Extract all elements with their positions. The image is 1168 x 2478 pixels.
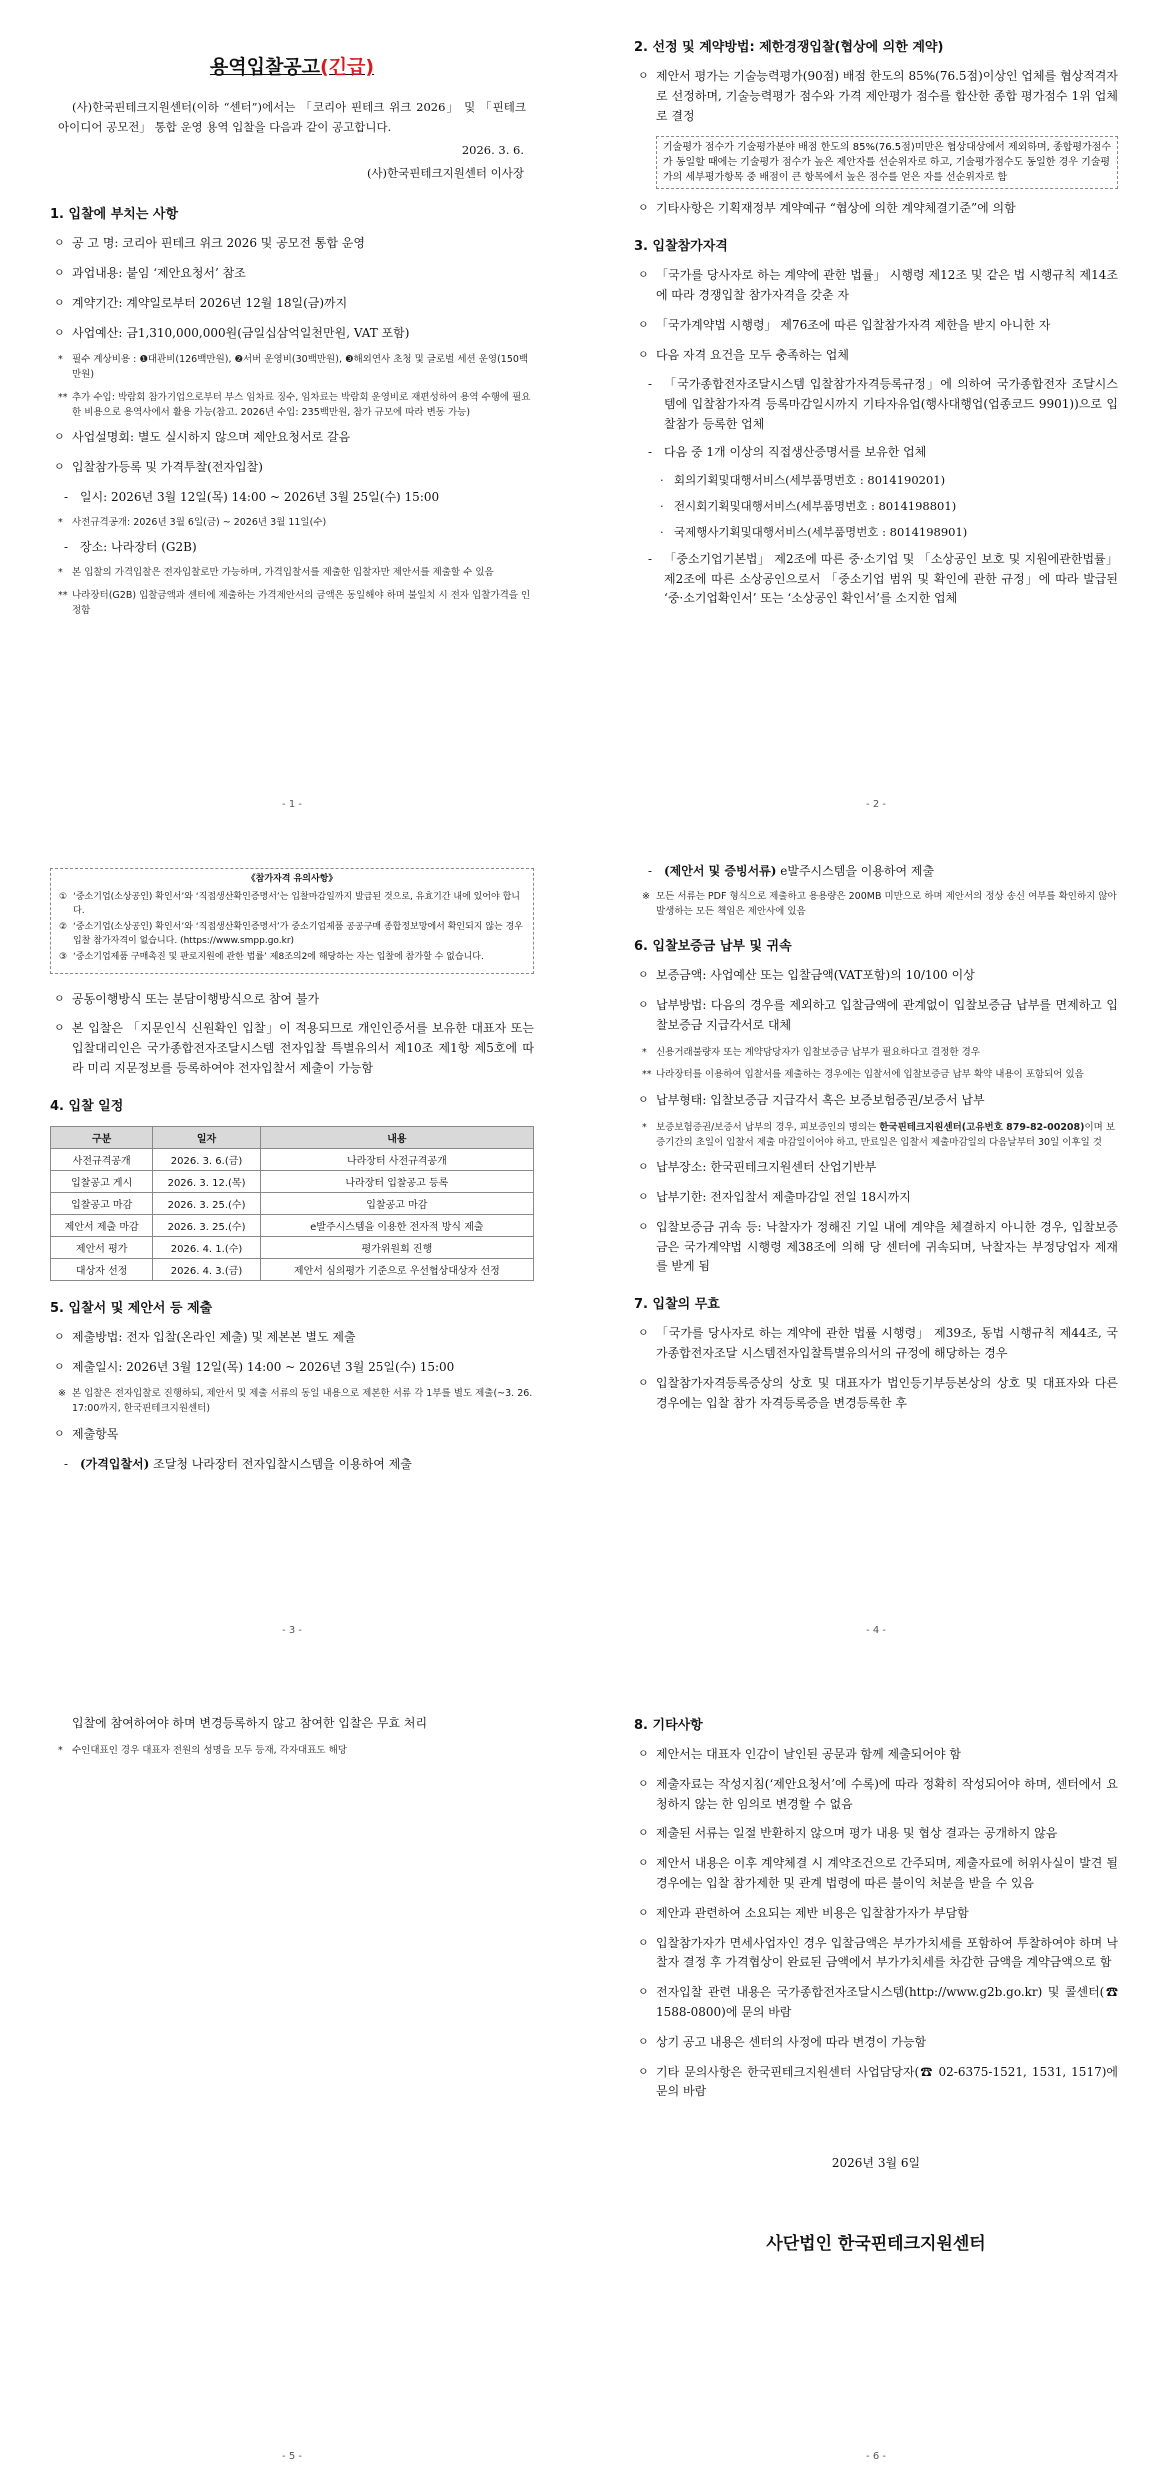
section-4-heading: 4. 입찰 일정 bbox=[50, 1098, 124, 1114]
list-item: ㅇ 보증금액: 사업예산 또는 입찰금액(VAT포함)의 10/100 이상 bbox=[638, 968, 975, 983]
list-item: ㅇ 「국가계약법 시행령」 제76조에 따른 입찰참가자격 제한을 받지 아니한 자 bbox=[638, 317, 1051, 332]
page-number: - 6 - bbox=[866, 2451, 886, 2462]
list-item: ㅇ 계약기간: 계약일로부터 2026년 12월 18일(금)까지 bbox=[54, 295, 348, 310]
intro-text: (사)한국핀테크지원센터(이하 “센터”)에서는 「코리아 핀테크 위크 2026」 및 「핀테크 아이디어 공모전」 통합 운영 용역 입찰을 다음과 같이 공고합니다. bbox=[58, 100, 526, 135]
note: * 수인대표인 경우 대표자 전원의 성명을 모두 등재, 각자대표도 해당 bbox=[58, 1744, 347, 1756]
eligibility-caution-box bbox=[50, 868, 534, 974]
list-item: ㅇ 사업설명회: 별도 실시하지 않으며 제안요청서로 갈음 bbox=[54, 430, 351, 445]
section-3-heading: 3. 입찰참가자격 bbox=[634, 239, 728, 255]
note: * 보증보험증권/보증서 납부의 경우, 피보증인의 명의는 한국핀테크지원센터(고유번호 879-82-00208)이며 보증기간의 초일이 입찰서 제출 마감일이어야 하고, 만료일은 입찰서 제출마감일의 다음날부터 30일 이후일 것 bbox=[642, 1121, 1116, 1148]
sub-item: - 일시: 2026년 3월 12일(목) 14:00 ~ 2026년 3월 25일(수) 15:00 bbox=[64, 489, 440, 504]
list-item: ㅇ 본 입찰은 「지문인식 신원확인 입찰」이 적용되므로 개인인증서를 보유한 대표자 또는 입찰대리인은 국가종합전자조달시스템 전자입찰 특별유의서 제10조 제1항 제5호에 따라 미리 지문정보를 등록하여야 전자입찰서 제출이 가능함 bbox=[54, 1021, 534, 1076]
list-item: ㅇ 납부형태: 입찰보증금 지급각서 혹은 보증보험증권/보증서 납부 bbox=[638, 1093, 985, 1108]
list-item: ㅇ 상기 공고 내용은 센터의 사정에 따라 변경이 가능함 bbox=[638, 2034, 927, 2049]
list-item: ㅇ 제안서 내용은 이후 계약체결 시 계약조건으로 간주되며, 제출자료에 허위사실이 발견 될 경우에는 입찰 참가제한 및 관계 법령에 따른 불이익 처분을 받을 수 있음 bbox=[638, 1856, 1118, 1890]
list-item: ㅇ 제출된 서류는 일절 반환하지 않으며 평가 내용 및 협상 결과는 공개하지 않음 bbox=[638, 1826, 1058, 1841]
list-item: ㅇ 기타사항은 기획재정부 계약예규 “협상에 의한 계약체결기준”에 의함 bbox=[638, 201, 1016, 216]
list-item-continued: 입찰에 참여하여야 하며 변경등록하지 않고 참여한 입찰은 무효 처리 bbox=[72, 1716, 428, 1730]
sub-item: - 다음 중 1개 이상의 직접생산증명서를 보유한 업체 bbox=[648, 444, 927, 459]
list-item: ㅇ 제출항목 bbox=[54, 1426, 119, 1441]
note: ※ 모든 서류는 PDF 형식으로 제출하고 용용량은 200MB 미만으로 하며 제안서의 정상 송신 여부를 확인하지 않아 발생하는 모든 책임은 제안사에 있음 bbox=[642, 890, 1117, 917]
table-row: 입찰공고 게시 2026. 3. 12.(목) 나라장터 입찰공고 등록 bbox=[51, 1170, 534, 1192]
page-title: 용역입찰공고(긴급) bbox=[209, 56, 375, 78]
section-6-heading: 6. 입찰보증금 납부 및 귀속 bbox=[634, 939, 792, 955]
section-1-heading: 1. 입찰에 부치는 사항 bbox=[50, 207, 179, 223]
list-item: ㅇ 제안과 관련하여 소요되는 제반 비용은 입찰참가자가 부담함 bbox=[638, 1905, 969, 1920]
list-item: ㅇ 제안서 평가는 기술능력평가(90점) 배점 한도의 85%(76.5점)이상인 업체를 협상적격자로 선정하며, 기술능력평가 점수와 가격 제안평가 점수를 합산한 종합 평가점수 1위 업체로 결정 bbox=[638, 69, 1118, 123]
table-row: 제안서 평가 2026. 4. 1.(수) 평가위원회 진행 bbox=[51, 1236, 534, 1258]
note: ** 나라장터를 이용하여 입찰서를 제출하는 경우에는 입찰서에 입찰보증금 납부 확약 내용이 포함되어 있음 bbox=[642, 1069, 1084, 1081]
list-item: ㅇ 입찰보증금 귀속 등: 낙찰자가 정해진 기일 내에 계약을 체결하지 아니한 경우, 입찰보증금은 국가계약법 시행령 제38조에 의해 당 센터에 귀속되며, 낙찰자는 부정당업자 제재를 받게 됨 bbox=[638, 1219, 1118, 1274]
note: ※ 본 입찰은 전자입찰로 진행하되, 제안서 및 제출 서류의 동일 내용으로 제본한 서류 각 1부를 별도 제출(~3. 26. 17:00까지, 한국핀테크지원센터) bbox=[58, 1388, 533, 1415]
table-row: 입찰공고 마감 2026. 3. 25.(수) 입찰공고 마감 bbox=[51, 1192, 534, 1214]
list-item: ㅇ 납부방법: 다음의 경우를 제외하고 입찰금액에 관계없이 입찰보증금 납부를 면제하고 입찰보증금 지급각서로 대체 bbox=[638, 998, 1118, 1032]
note: * 사전규격공개: 2026년 3월 6일(금) ~ 2026년 3월 11일(수) bbox=[58, 516, 327, 528]
section-8-heading: 8. 기타사항 bbox=[634, 1718, 703, 1733]
list-item: ㅇ 전자입찰 관련 내용은 국가종합전자조달시스템(http://www.g2b.go.kr) 및 콜센터(☎ 1588-0800)에 문의 바람 bbox=[638, 1985, 1118, 2019]
page-number: - 2 - bbox=[866, 799, 886, 810]
caution-item: ② ‘중소기업(소상공인) 확인서’와 ‘직접생산확인증명서’가 중소기업제품 공공구매 종합정보망에서 확인되지 않는 경우 입찰 참가자격이 없습니다. (https://www.smpp.go.kr) bbox=[59, 921, 523, 946]
page-6 bbox=[584, 1652, 1168, 2478]
announcement-date: 2026. 3. 6. bbox=[461, 143, 524, 158]
list-item: ㅇ 납부장소: 한국핀테크지원센터 산업기반부 bbox=[638, 1160, 877, 1175]
note: * 필수 계상비용 : ❶대관비(126백만원), ❷서버 운영비(30백만원), ❸해외연사 초청 및 글로벌 세션 운영(150백만원) bbox=[58, 354, 529, 381]
list-item: ㅇ 공 고 명: 코리아 핀테크 위크 2026 및 공모전 통합 운영 bbox=[54, 236, 365, 251]
section-2-heading: 2. 선정 및 계약방법: 제한경쟁입찰(협상에 의한 계약) bbox=[634, 40, 944, 55]
note: ** 나라장터(G2B) 입찰금액과 센터에 제출하는 가격제안서의 금액은 동일해야 하며 불일치 시 전자 입찰가격을 인정함 bbox=[58, 589, 531, 616]
sub-item: - 「중소기업기본법」 제2조에 따른 중·소기업 및 「소상공인 보호 및 지원에관한법률」 제2조에 따른 소상공인으로서 「중소기업 범위 및 확인에 관한 규정」에 따라 발급된 ‘중·소기업확인서’ 또는 ‘소상공인 확인서’를 소지한 업체 bbox=[648, 551, 1118, 606]
list-item: ㅇ 공동이행방식 또는 분담이행방식으로 참여 불가 bbox=[54, 991, 320, 1006]
caution-title: 《참가자격 유의사항》 bbox=[246, 874, 338, 884]
page-number: - 4 - bbox=[866, 1625, 886, 1636]
note: ** 추가 수입: 박람회 참가기업으로부터 부스 임차료 징수, 임차료는 박람회 운영비로 재편성하여 용역 수행에 필요한 비용으로 용역사에서 활용 가능(참고. 2026년 수입: 235백만원, 참가 규모에 따라 변동 가능) bbox=[58, 391, 531, 418]
sub-item: - (가격입찰서) 조달청 나라장터 전자입찰시스템을 이용하여 제출 bbox=[64, 1456, 412, 1471]
caution-item: ① ‘중소기업(소상공인) 확인서’와 ‘직접생산확인증명서’는 입찰마감일까지 발급된 것으로, 유효기간 내에 있어야 합니다. bbox=[59, 891, 521, 916]
urgent-label: (긴급) bbox=[320, 56, 375, 78]
announcement-org: (사)한국핀테크지원센터 이사장 bbox=[366, 166, 524, 181]
list-item: ㅇ 「국가를 당사자로 하는 계약에 관한 법률 시행령」 제39조, 동법 시행규칙 제44조, 국가종합전자조달 시스템전자입찰특별유의서의 규정에 해당하는 경우 bbox=[638, 1326, 1118, 1361]
table-row: 제안서 제출 마감 2026. 3. 25.(수) e발주시스템을 이용한 전자적 방식 제출 bbox=[51, 1214, 534, 1236]
list-item: ㅇ 제안서는 대표자 인감이 날인된 공문과 함께 제출되어야 함 bbox=[638, 1747, 961, 1761]
list-item: ㅇ 기타 문의사항은 한국핀테크지원센터 사업담당자(☎ 02-6375-1521, 1531, 1517)에 문의 바람 bbox=[638, 2064, 1118, 2099]
list-item: ㅇ 입찰참가등록 및 가격투찰(전자입찰) bbox=[54, 460, 263, 475]
sub-item: - 「국가종합전자조달시스템 입찰참가자격등록규정」에 의하여 국가종합전자 조달시스템에 입찰참가자격 등록마감일시까지 기타자유업(행사대행업(업종코드 9901))으로 입찰참가 등록한 업체 bbox=[648, 377, 1118, 431]
list-item: ㅇ 제출일시: 2026년 3월 12일(목) 14:00 ~ 2026년 3월 25일(수) 15:00 bbox=[54, 1359, 455, 1374]
cert-item: · 국제행사기획및대행서비스(세부품명번호 : 8014198901) bbox=[660, 525, 968, 540]
caution-item: ③ ‘중소기업제품 구매촉진 및 판로지원에 관한 법률’ 제8조의2에 해당하는 자는 입찰에 참가할 수 없습니다. bbox=[59, 951, 484, 962]
page-number: - 1 - bbox=[282, 799, 302, 810]
table-row: 대상자 선정 2026. 4. 3.(금) 제안서 심의평가 기준으로 우선협상대상자 선정 bbox=[51, 1258, 534, 1280]
list-item: ㅇ 납부기한: 전자입찰서 제출마감일 전일 18시까지 bbox=[638, 1190, 911, 1205]
note: * 신용거래불량자 또는 계약담당자가 입찰보증금 납부가 필요하다고 결정한 경우 bbox=[642, 1046, 980, 1058]
table-row: 사전규격공개 2026. 3. 6.(금) 나라장터 사전규격공개 bbox=[51, 1148, 534, 1170]
cert-item: · 전시회기획및대행서비스(세부품명번호 : 8014198801) bbox=[660, 498, 957, 513]
list-item: ㅇ 사업예산: 금1,310,000,000원(금일십삼억일천만원, VAT 포함) bbox=[54, 325, 410, 340]
section-7-heading: 7. 입찰의 무효 bbox=[634, 1297, 720, 1313]
list-item: ㅇ 입찰참가자가 면세사업자인 경우 입찰금액은 부가가치세를 포함하여 투찰하여야 하며 낙찰자 결정 후 가격협상이 완료된 금액에서 부가가치세를 차감한 금액을 계약금액으로 함 bbox=[638, 1935, 1118, 1970]
sub-item: - 장소: 나라장터 (G2B) bbox=[64, 540, 197, 555]
evaluation-note-box: 기술평가 점수가 기술평가분야 배점 한도의 85%(76.5점)미만은 협상대상에서 제외하며, 종합평가점수가 동일할 때에는 기술평가 점수가 높은 제안자를 선순위자로 하고, 기술평가점수도 동일한 경우 기술평가의 세부평가항목 중 배점이 큰 항목에서 높은 점수를 얻은 자를 선순위자로 함 bbox=[656, 136, 1118, 189]
cert-item: · 회의기획및대행서비스(세부품명번호 : 8014190201) bbox=[660, 472, 946, 487]
list-item: ㅇ 다음 자격 요건을 모두 충족하는 업체 bbox=[638, 347, 849, 362]
page-4 bbox=[584, 826, 1168, 1652]
sub-item: - (제안서 및 증빙서류) e발주시스템을 이용하여 제출 bbox=[648, 864, 935, 878]
page-2 bbox=[584, 0, 1168, 826]
section-5-heading: 5. 입찰서 및 제안서 등 제출 bbox=[50, 1300, 213, 1316]
page-number: - 5 - bbox=[282, 2451, 302, 2462]
list-item: ㅇ 「국가를 당사자로 하는 계약에 관한 법률」 시행령 제12조 및 같은 법 시행규칙 제14조에 따라 경쟁입찰 참가자격을 갖춘 자 bbox=[638, 268, 1118, 302]
note: * 본 입찰의 가격입찰은 전자입찰로만 가능하며, 가격입찰서를 제출한 입찰자만 제안서를 제출할 수 있음 bbox=[58, 567, 494, 579]
list-item: ㅇ 입찰참가자격등록증상의 상호 및 대표자가 법인등기부등본상의 상호 및 대표자와 다른 경우에는 입찰 참가 자격등록증을 변경등록한 후 bbox=[638, 1375, 1118, 1410]
list-item: ㅇ 과업내용: 붙임 ‘제안요청서’ 참조 bbox=[54, 266, 246, 281]
page-number: - 3 - bbox=[282, 1625, 302, 1636]
schedule-table bbox=[50, 1126, 534, 1281]
page-3 bbox=[0, 826, 584, 1652]
page-5 bbox=[0, 1652, 584, 2478]
closing-date: 2026년 3월 6일 bbox=[831, 2156, 921, 2171]
list-item: ㅇ 제출자료는 작성지침(‘제안요청서’에 수록)에 따라 정확히 작성되어야 하며, 센터에서 요청하지 않는 한 임의로 변경할 수 없음 bbox=[638, 1776, 1118, 1811]
table-header-row: 구분 일자 내용 bbox=[51, 1126, 534, 1148]
page-1 bbox=[0, 0, 584, 826]
closing-org: 사단법인 한국핀테크지원센터 bbox=[766, 2234, 986, 2255]
list-item: ㅇ 제출방법: 전자 입찰(온라인 제출) 및 제본본 별도 제출 bbox=[54, 1329, 356, 1344]
